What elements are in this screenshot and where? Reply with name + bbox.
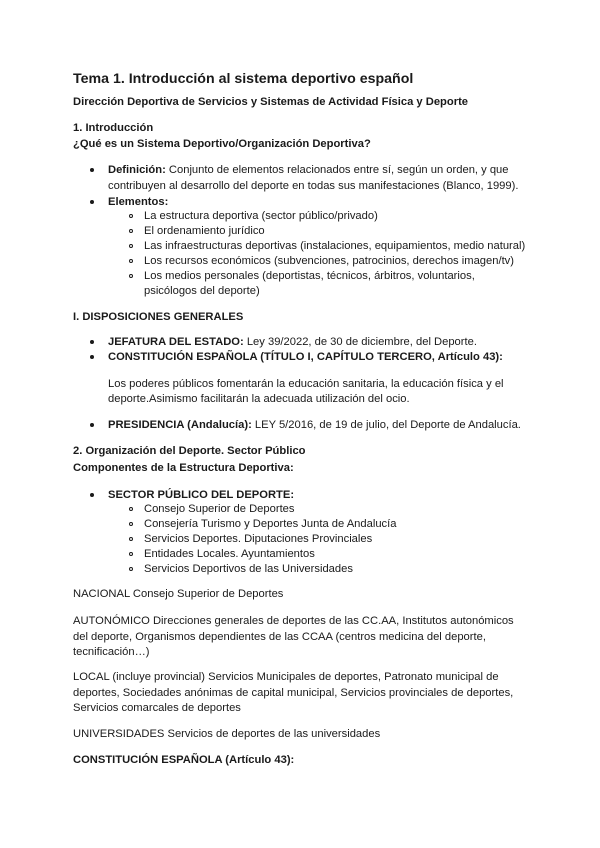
section-subheading-componentes: Componentes de la Estructura Deportiva: <box>73 462 294 474</box>
local-line-3: Servicios comarcales de deportes <box>73 702 241 714</box>
list-item: Consejería Turismo y Deportes Junta de Andalucía <box>144 518 397 530</box>
list-item: Los medios personales (deportistas, técnicos, árbitros, voluntarios, <box>144 270 475 282</box>
autonomico-line-1: AUTONÓMICO Direcciones generales de deportes de las CC.AA, Institutos autonómicos <box>73 615 514 627</box>
bullet-icon <box>90 200 94 204</box>
autonomico-line-3: tecnificación…) <box>73 646 150 658</box>
document-title: Tema 1. Introducción al sistema deportivo español <box>73 71 414 87</box>
list-item: Servicios Deportes. Diputaciones Provinciales <box>144 533 373 545</box>
constitucion-final-heading: CONSTITUCIÓN ESPAÑOLA (Artículo 43): <box>73 754 295 766</box>
presidencia-line <box>108 418 521 432</box>
jefatura-label: JEFATURA DEL ESTADO: <box>108 336 244 348</box>
circle-bullet-icon <box>129 552 133 556</box>
circle-bullet-icon <box>129 214 133 218</box>
list-item: Entidades Locales. Ayuntamientos <box>144 548 315 560</box>
nacional-paragraph: NACIONAL Consejo Superior de Deportes <box>73 588 284 600</box>
list-item: Los recursos económicos (subvenciones, patrocinios, derechos imagen/tv) <box>144 255 514 267</box>
local-line-1: LOCAL (incluye provincial) Servicios Municipales de deportes, Patronato municipal de <box>73 671 499 683</box>
section-heading-disposiciones: I. DISPOSICIONES GENERALES <box>73 311 244 323</box>
presidencia-label: PRESIDENCIA (Andalucía): <box>108 419 252 431</box>
bullet-icon <box>90 168 94 172</box>
list-item: El ordenamiento jurídico <box>144 225 265 237</box>
circle-bullet-icon <box>129 567 133 571</box>
presidencia-text: LEY 5/2016, de 19 de julio, del Deporte de Andalucía. <box>251 419 521 431</box>
bullet-icon <box>90 340 94 344</box>
circle-bullet-icon <box>129 229 133 233</box>
circle-bullet-icon <box>129 507 133 511</box>
circle-bullet-icon <box>129 537 133 541</box>
bullet-icon <box>90 355 94 359</box>
circle-bullet-icon <box>129 259 133 263</box>
local-line-2: deportes, Sociedades anónimas de capital municipal, Servicios provinciales de deportes, <box>73 687 514 699</box>
circle-bullet-icon <box>129 274 133 278</box>
list-item: La estructura deportiva (sector público/privado) <box>144 210 378 222</box>
definition-text-1: Conjunto de elementos relacionados entre sí, según un orden, y que <box>165 164 509 176</box>
jefatura-line <box>108 335 477 349</box>
constitucion-paragraph-2: deporte.Asimismo facilitarán la adecuada utilización del ocio. <box>108 393 410 405</box>
list-item: Consejo Superior de Deportes <box>144 503 295 515</box>
constitucion-paragraph-1: Los poderes públicos fomentarán la educación sanitaria, la educación física y el <box>108 378 504 390</box>
sector-publico-label: SECTOR PÚBLICO DEL DEPORTE: <box>108 489 295 501</box>
section-question: ¿Qué es un Sistema Deportivo/Organización Deportiva? <box>73 138 371 150</box>
elements-label: Elementos: <box>108 196 169 208</box>
section-heading-organizacion: 2. Organización del Deporte. Sector Público <box>73 445 306 457</box>
universidades-paragraph: UNIVERSIDADES Servicios de deportes de las universidades <box>73 728 381 740</box>
bullet-icon <box>90 493 94 497</box>
circle-bullet-icon <box>129 522 133 526</box>
list-item: Las infraestructuras deportivas (instalaciones, equipamientos, medio natural) <box>144 240 526 252</box>
bullet-icon <box>90 423 94 427</box>
list-item-continuation: psicólogos del deporte) <box>144 285 260 297</box>
list-item: Servicios Deportivos de las Universidades <box>144 563 353 575</box>
definition-line-2: contribuyen al desarrollo del deporte en todas sus manifestaciones (Blanco, 1999). <box>108 180 519 192</box>
document-subtitle: Dirección Deportiva de Servicios y Sistemas de Actividad Física y Deporte <box>73 96 469 108</box>
jefatura-text: Ley 39/2022, de 30 de diciembre, del Deporte. <box>243 336 477 348</box>
definition-label: Definición: <box>108 164 166 176</box>
circle-bullet-icon <box>129 244 133 248</box>
definition-line-1 <box>108 163 509 177</box>
section-heading-intro: 1. Introducción <box>73 122 154 134</box>
autonomico-line-2: del deporte, Organismos dependientes de las CCAA (centros medicina del deporte, <box>73 631 486 643</box>
constitucion-label: CONSTITUCIÓN ESPAÑOLA (TÍTULO I, CAPÍTULO TERCERO, Artículo 43): <box>108 351 503 363</box>
